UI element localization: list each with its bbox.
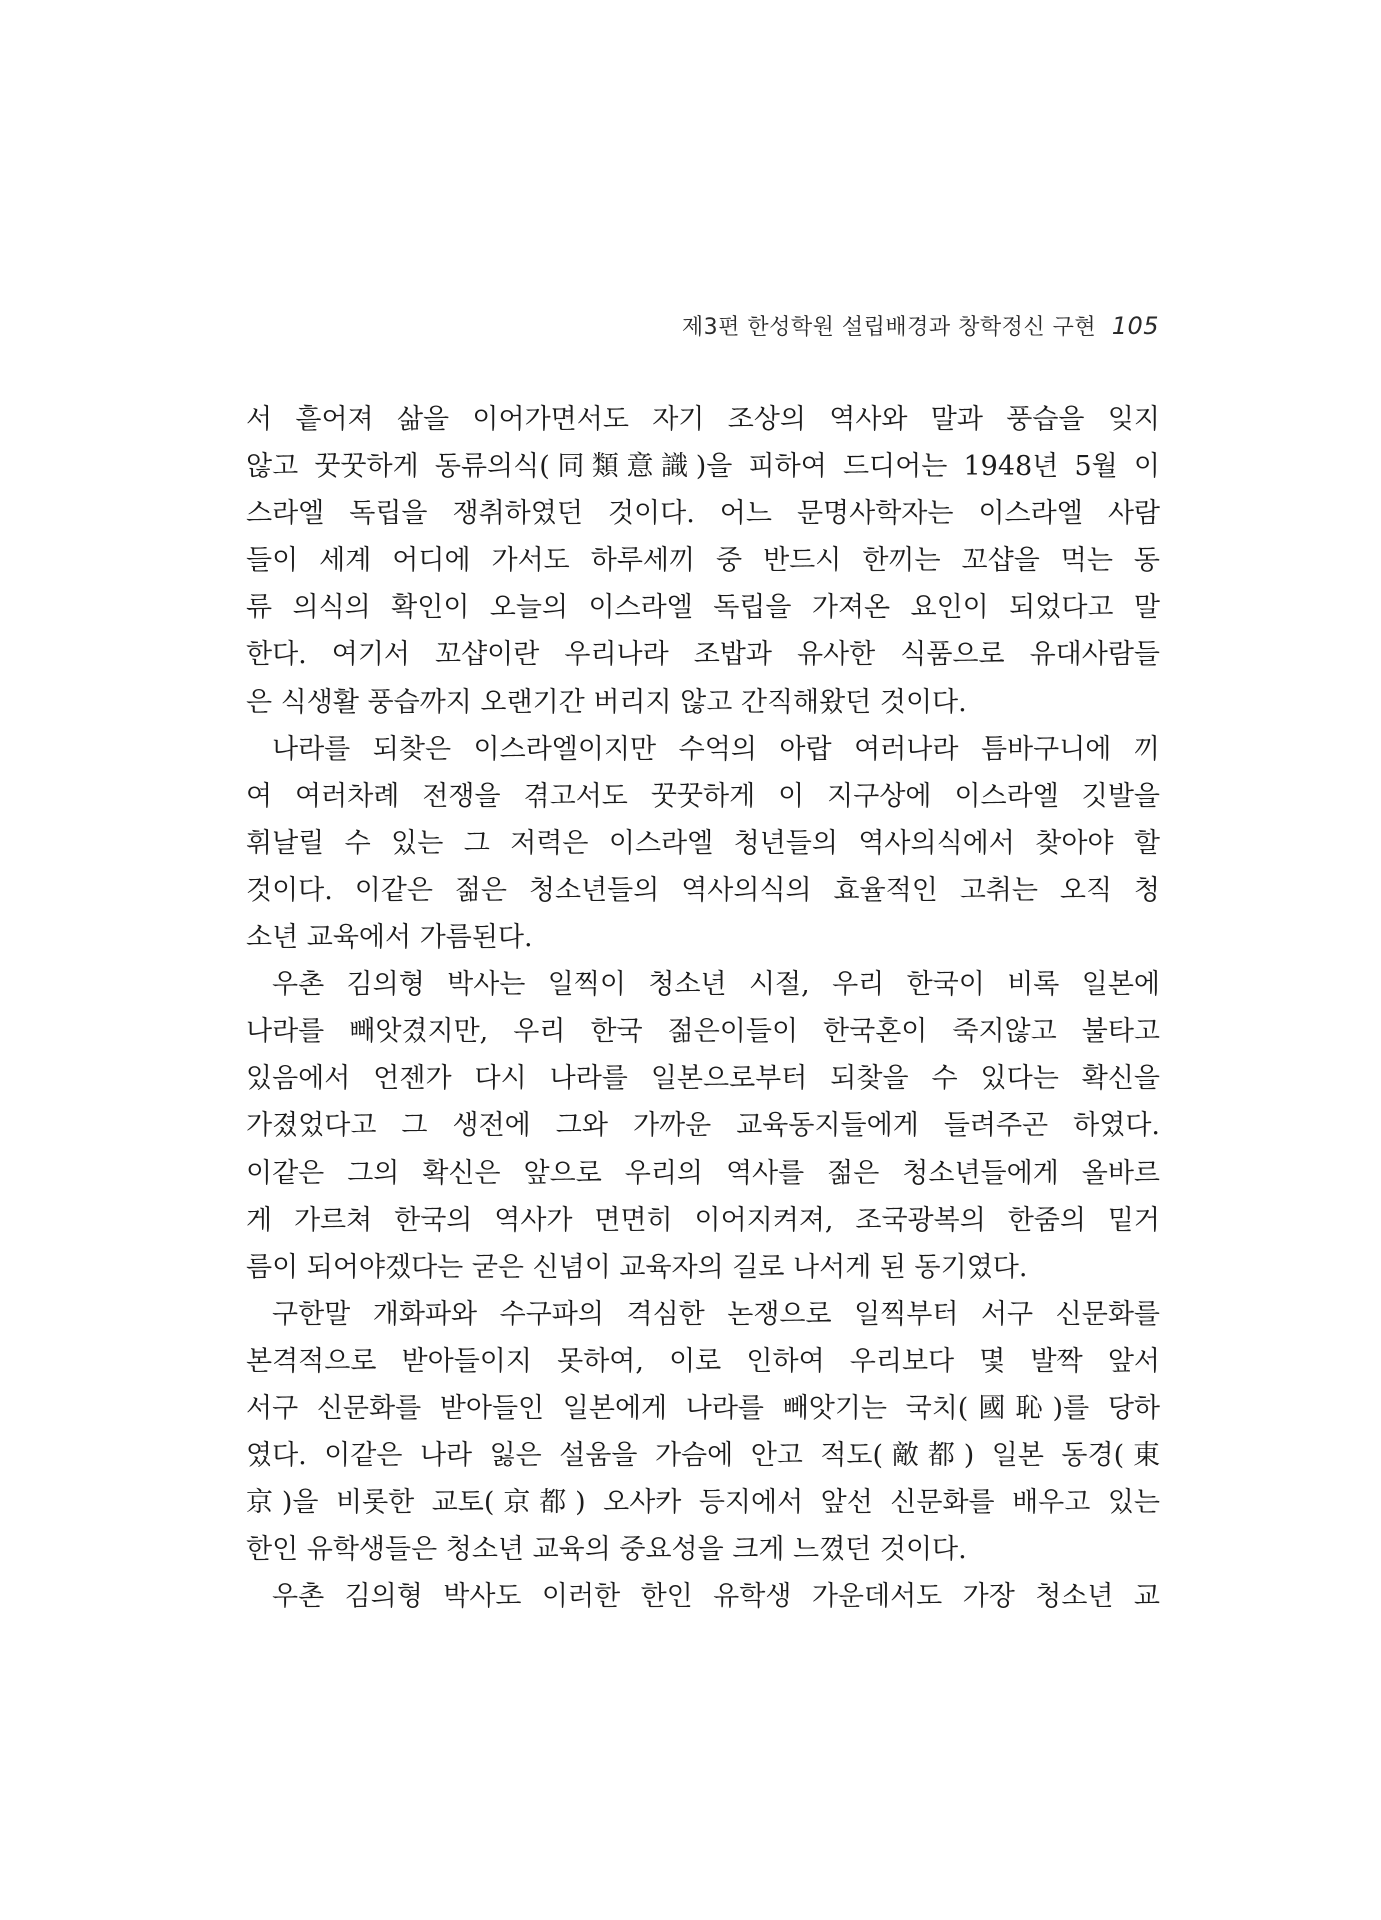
paragraph-start-line: 구한말 개화파와 수구파의 격심한 논쟁으로 일찍부터 서구 신문화를 <box>272 1298 1160 1330</box>
text-line: 京)을 비롯한 교토(京都) 오사카 등지에서 앞선 신문화를 배우고 있는 <box>246 1487 1160 1519</box>
text-line: 스라엘 독립을 쟁취하였던 것이다. 어느 문명사학자는 이스라엘 사람 <box>246 498 1160 530</box>
paragraph-start-line: 우촌 김의형 박사는 일찍이 청소년 시절, 우리 한국이 비록 일본에 <box>272 969 1160 1001</box>
text-line: 은 식생활 풍습까지 오랜기간 버리지 않고 간직해왔던 것이다. <box>246 686 967 718</box>
chapter-title: 제3편 한성학원 설립배경과 창학정신 구현 <box>681 315 1097 340</box>
text-line: 들이 세계 어디에 가서도 하루세끼 중 반드시 한끼는 꼬샵을 먹는 동 <box>246 545 1160 577</box>
paragraph-start-line: 나라를 되찾은 이스라엘이지만 수억의 아랍 여러나라 틈바구니에 끼 <box>272 733 1160 765</box>
text-line: 가졌었다고 그 생전에 그와 가까운 교육동지들에게 들려주곤 하였다. <box>246 1110 1160 1142</box>
text-line: 것이다. 이같은 젊은 청소년들의 역사의식의 효율적인 고취는 오직 청 <box>246 874 1160 906</box>
body-text <box>246 396 1160 1620</box>
text-line: 한인 유학생들은 청소년 교육의 중요성을 크게 느꼈던 것이다. <box>246 1534 967 1566</box>
text-line: 였다. 이같은 나라 잃은 설움을 가슴에 안고 적도(敵都) 일본 동경(東 <box>246 1440 1160 1472</box>
text-line: 여 여러차례 전쟁을 겪고서도 꿋꿋하게 이 지구상에 이스라엘 깃발을 <box>246 780 1160 812</box>
text-line: 휘날릴 수 있는 그 저력은 이스라엘 청년들의 역사의식에서 찾아야 할 <box>246 827 1160 859</box>
text-line: 나라를 빼앗겼지만, 우리 한국 젊은이들이 한국혼이 죽지않고 불타고 <box>246 1016 1160 1048</box>
text-line: 름이 되어야겠다는 굳은 신념이 교육자의 길로 나서게 된 동기였다. <box>246 1251 1028 1283</box>
text-line: 소년 교육에서 가름된다. <box>246 922 533 954</box>
paragraph-start-line: 우촌 김의형 박사도 이러한 한인 유학생 가운데서도 가장 청소년 교 <box>272 1581 1160 1613</box>
text-line: 게 가르쳐 한국의 역사가 면면히 이어지켜져, 조국광복의 한줌의 밑거 <box>246 1204 1160 1236</box>
text-line: 있음에서 언젠가 다시 나라를 일본으로부터 되찾을 수 있다는 확신을 <box>246 1063 1160 1095</box>
text-line: 한다. 여기서 꼬샵이란 우리나라 조밥과 유사한 식품으로 유대사람들 <box>246 639 1160 671</box>
running-header <box>682 310 1159 341</box>
text-line: 서 흩어져 삶을 이어가면서도 자기 조상의 역사와 말과 풍습을 잊지 <box>246 404 1160 435</box>
text-line: 서구 신문화를 받아들인 일본에게 나라를 빼앗기는 국치(國恥)를 당하 <box>246 1392 1160 1424</box>
page-number: 105 <box>1111 312 1159 340</box>
text-line: 이같은 그의 확신은 앞으로 우리의 역사를 젊은 청소년들에게 올바르 <box>246 1157 1160 1189</box>
text-line: 않고 꿋꿋하게 동류의식(同類意識)을 피하여 드디어는 1948년 5월 이 <box>246 451 1160 483</box>
text-line: 본격적으로 받아들이지 못하여, 이로 인하여 우리보다 몇 발짝 앞서 <box>246 1345 1160 1377</box>
text-line: 류 의식의 확인이 오늘의 이스라엘 독립을 가져온 요인이 되었다고 말 <box>246 592 1160 624</box>
